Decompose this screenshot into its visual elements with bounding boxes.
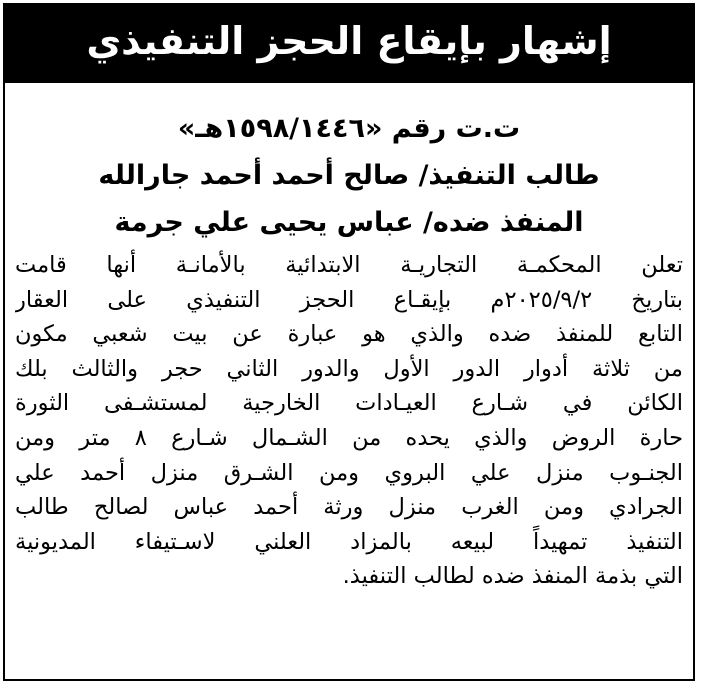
notice-body [5, 248, 693, 594]
case-number: ت.ت رقم «١٥٩٨/١٤٤٦هـ» [177, 113, 521, 144]
body-line: التي بذمة المنفذ ضده لطالب التنفيذ. [342, 563, 683, 590]
respondent-name: المنفذ ضده/ عباس يحيى علي جرمة [114, 207, 584, 238]
body-line: التابع للمنفذ ضده والذي هو عبارة عن بيت شعبي مكون [15, 321, 683, 348]
body-line: التنفيذ تمهيداً لبيعه بالمزاد العلني لاسـتيفاء المديونية [15, 528, 683, 555]
body-line: بتاريخ ٢٠٢٥/٩/٢م بإيقـاع الحجز التنفيذي على العقار [15, 286, 683, 313]
applicant-name: طالب التنفيذ/ صالح أحمد أحمد جارالله [98, 160, 600, 191]
notice-title: إشهار بإيقاع الحجز التنفيذي [86, 19, 612, 63]
body-line: حارة الروض والذي يحده من الشـمال شـارع ٨ متر ومن [15, 424, 683, 451]
body-line: الجنـوب منزل علي البروي ومن الشـرق منزل أحمد علي [15, 459, 683, 486]
body-line: من ثلاثة أدوار الدور الأول والدور الثاني حجر والثالث بلك [15, 355, 683, 382]
case-details [5, 105, 693, 246]
body-line: الكائن في شـارع العيـادات الخارجية لمستشـفى الثورة [15, 390, 683, 417]
body-line: تعلن المحكمـة التجاريـة الابتدائية بالأمانـة أنها قامت [15, 252, 683, 278]
legal-notice [3, 3, 695, 681]
title-bar [5, 5, 693, 83]
body-line: الجرادي ومن الغرب منزل ورثة أحمد عباس لصالح طالب [15, 494, 683, 521]
